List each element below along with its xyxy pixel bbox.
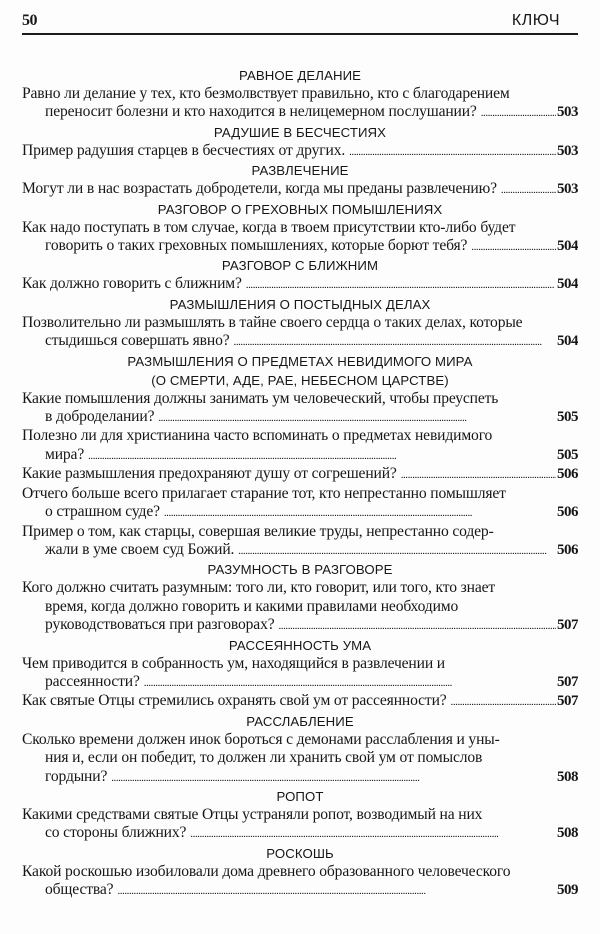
entry-text-line: переносит болезни и кто находится в нелицемерном послушании? <box>45 103 477 121</box>
dot-leader <box>111 769 556 787</box>
entry-last-line <box>22 824 578 843</box>
entry-text-line: Как надо поступать в том случае, когда в твоем присутствии кто-либо будет <box>22 218 516 236</box>
dot-leader <box>501 181 556 199</box>
topic-heading: РОПОТ <box>276 788 324 804</box>
entry-last-line <box>22 142 578 161</box>
dot-leader <box>164 504 556 522</box>
page-number: 50 <box>22 12 37 29</box>
index-entry <box>22 180 578 199</box>
page-reference: 506 <box>557 466 578 483</box>
index-entry <box>22 314 578 352</box>
entry-text-line: Какие помышления должны занимать ум человеческий, чтобы преуспеть <box>22 389 499 407</box>
page-reference: 509 <box>557 882 578 899</box>
entry-text-line: Какими средствами святые Отцы устраняли ропот, возводимый на них <box>22 805 483 823</box>
index-entry <box>22 485 578 523</box>
topic-heading: РАЗГОВОР О ГРЕХОВНЫХ ПОМЫШЛЕНИЯХ <box>157 201 443 217</box>
page-reference: 506 <box>557 504 578 521</box>
entry-text-line: время, когда должно говорить и какими правилами необходимо <box>45 597 459 615</box>
entry-text-line: гордыни? <box>45 767 108 785</box>
index-group <box>22 637 578 712</box>
dot-leader <box>190 825 556 843</box>
index-entry <box>22 85 578 123</box>
entry-text-line: Равно ли делание у тех, кто безмолвствует правильно, кто с благодарением <box>22 85 510 102</box>
topic-heading: РАДУШИЕ В БЕСЧЕСТИЯХ <box>213 124 387 140</box>
entry-text-line: Полезно ли для христианина часто вспоминать о предметах невидимого <box>22 427 493 445</box>
dot-leader <box>144 674 556 692</box>
index-entry <box>22 465 578 484</box>
index-group <box>22 201 578 257</box>
page-reference: 504 <box>557 238 578 255</box>
entry-last-line <box>22 541 578 560</box>
entry-last-line <box>22 408 578 427</box>
entry-text-line: жали в уме своем суд Божий. <box>45 540 235 558</box>
dot-leader <box>246 276 556 294</box>
topic-heading: РОСКОШЬ <box>266 845 334 861</box>
index-entry <box>22 731 578 787</box>
entry-text-line: Пример радушия старцев в бесчестиях от других. <box>22 141 346 159</box>
index-entry <box>22 142 578 161</box>
page-reference: 508 <box>557 768 578 785</box>
entry-text-line: Пример о том, как старцы, совершая великие труды, непрестанно содер- <box>22 522 494 540</box>
page-reference: 507 <box>557 673 578 690</box>
index-group <box>22 353 578 561</box>
page-reference: 507 <box>557 693 578 710</box>
index-entry <box>22 219 578 257</box>
index-entry <box>22 390 578 428</box>
index-content <box>22 66 578 902</box>
entry-text-line: Кого должно считать разумным: того ли, кто говорит, или того, кто знает <box>22 579 496 597</box>
entry-text-line: говорить о таких греховных помышлениях, которые борют тебя? <box>45 237 468 255</box>
index-group <box>22 561 578 635</box>
entry-text-line: стыдишься совершать явно? <box>45 332 230 350</box>
entry-text-line: со стороны ближних? <box>45 824 187 842</box>
entry-last-line <box>22 237 578 256</box>
entry-last-line <box>22 465 578 484</box>
index-group <box>22 845 578 901</box>
index-group <box>22 257 578 294</box>
entry-text-line: руководствоваться при разговорах? <box>45 616 275 634</box>
entry-text-line: общества? <box>45 881 114 899</box>
entry-text-line: ния и, если он победит, то должен ли хранить свой ум от помыслов <box>45 749 483 767</box>
dot-leader <box>117 882 556 900</box>
entry-text-line: Могут ли в нас возрастать добродетели, когда мы преданы развлечению? <box>22 180 497 198</box>
topic-heading: (О СМЕРТИ, АДЕ, РАЕ, НЕБЕСНОМ ЦАРСТВЕ) <box>151 372 449 388</box>
index-entry <box>22 655 578 693</box>
section-title: КЛЮЧ <box>511 12 560 29</box>
page-reference: 506 <box>557 541 578 558</box>
entry-last-line <box>22 881 578 900</box>
entry-text-line: Позволительно ли размышлять в тайне своего сердца о таких делах, которые <box>22 313 523 331</box>
entry-text-line: Отчего больше всего прилагает старание тот, кто непрестанно помышляет <box>22 484 506 502</box>
entry-text-line: Какие размышления предохраняют душу от согрешений? <box>22 465 397 483</box>
dot-leader <box>401 466 556 484</box>
page-reference: 505 <box>557 409 578 426</box>
entry-text-line: в доброделании? <box>45 408 155 426</box>
index-entry <box>22 863 578 901</box>
page-reference: 507 <box>557 617 578 634</box>
page-reference: 503 <box>557 104 578 121</box>
topic-heading: РАЗГОВОР С БЛИЖНИМ <box>221 258 379 274</box>
entry-last-line <box>22 103 578 122</box>
dot-leader <box>238 542 556 560</box>
topic-heading: РАССЛАБЛЕНИЕ <box>246 713 354 729</box>
index-entry <box>22 579 578 635</box>
dot-leader <box>471 238 556 256</box>
topic-heading: РАССЕЯННОСТЬ УМА <box>228 637 372 653</box>
index-group <box>22 713 578 787</box>
index-group <box>22 67 578 123</box>
running-header <box>22 12 578 35</box>
index-group <box>22 296 578 352</box>
dot-leader <box>279 617 557 635</box>
index-entry <box>22 427 578 465</box>
dot-leader <box>88 447 556 465</box>
dot-leader <box>234 333 556 351</box>
index-group <box>22 124 578 161</box>
dot-leader <box>451 693 556 711</box>
index-group <box>22 162 578 199</box>
index-entry <box>22 275 578 294</box>
entry-last-line <box>22 616 578 635</box>
dot-leader <box>349 143 556 161</box>
entry-text-line: Какой роскошью изобиловали дома древнего образованного человеческого <box>22 862 511 880</box>
page-reference: 505 <box>557 446 578 463</box>
index-entry <box>22 806 578 844</box>
entry-last-line <box>22 446 578 465</box>
entry-last-line <box>22 180 578 199</box>
index-entry <box>22 692 578 711</box>
dot-leader <box>481 104 556 122</box>
topic-heading: РАЗУМНОСТЬ В РАЗГОВОРЕ <box>207 562 393 578</box>
entry-text-line: Как святые Отцы стремились охранять свой ум от рассеянности? <box>22 692 447 710</box>
index-entry <box>22 523 578 561</box>
entry-text-line: рассеянности? <box>45 672 140 690</box>
topic-heading: РАЗМЫШЛЕНИЯ О ПРЕДМЕТАХ НЕВИДИМОГО МИРА <box>127 353 473 369</box>
page-reference: 503 <box>557 142 578 159</box>
entry-text-line: Как должно говорить с ближним? <box>22 275 242 293</box>
topic-heading: РАЗВЛЕЧЕНИЕ <box>251 163 349 179</box>
topic-heading: РАЗМЫШЛЕНИЯ О ПОСТЫДНЫХ ДЕЛАХ <box>169 296 431 312</box>
entry-last-line <box>22 503 578 522</box>
entry-text-line: мира? <box>45 445 85 463</box>
page-reference: 503 <box>557 181 578 198</box>
entry-last-line <box>22 673 578 692</box>
page-reference: 504 <box>557 333 578 350</box>
index-group <box>22 788 578 844</box>
topic-heading: РАВНОЕ ДЕЛАНИЕ <box>238 68 362 83</box>
entry-last-line <box>22 768 578 787</box>
entry-last-line <box>22 275 578 294</box>
page-reference: 504 <box>557 276 578 293</box>
entry-last-line <box>22 332 578 351</box>
dot-leader <box>158 409 556 427</box>
entry-last-line <box>22 692 578 711</box>
entry-text-line: Сколько времени должен инок бороться с демонами расслабления и уны- <box>22 730 500 748</box>
entry-text-line: о страшном суде? <box>45 503 160 521</box>
entry-text-line: Чем приводится в собранность ум, находящийся в развлечении и <box>22 654 445 672</box>
page-reference: 508 <box>557 825 578 842</box>
